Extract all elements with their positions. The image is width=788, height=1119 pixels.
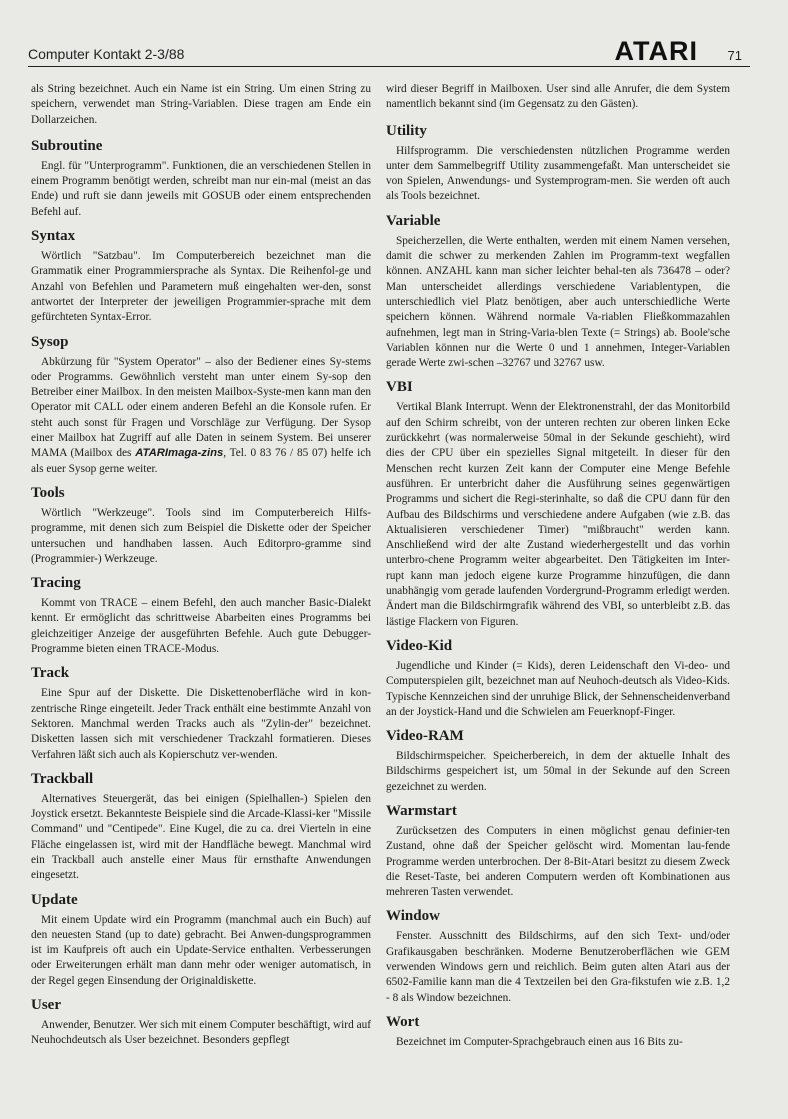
term-definition: Kommt von TRACE – einem Befehl, den auch mancher Basic-Dialekt kennt. Er ermöglicht das schrittweise Abarbeiten eines Programms bei gleichzeitiger Anzeige der ausgeführten Befehle. Auch gute Debugger-Programme bieten einen TRACE-Modus.	[31, 597, 371, 656]
term-heading: Sysop	[31, 333, 69, 350]
entry-update	[31, 891, 371, 989]
entry-wort	[386, 1013, 730, 1050]
right-column	[386, 82, 730, 1057]
continued-text: wird dieser Begriff in Mailboxen. User sind alle Anrufer, die dem System namentlich bekannt sind (im Gegensatz zu den Gästen).	[386, 83, 730, 111]
term-heading: Syntax	[31, 228, 76, 245]
term-heading: Variable	[386, 212, 441, 229]
continued-text: als String bezeichnet. Auch ein Name ist ein String. Um einen String zu speichern, verwendet man String-Variablen. Diese tragen am Ende ein Dollarzeichen.	[31, 83, 371, 126]
entry-variable	[386, 212, 730, 372]
term-definition: Zurücksetzen des Computers in einen möglichst genau definier-ten Zustand, ohne daß der Speicher gelöscht wird. Momentan lau-fende Programme werden unterbrochen. Der 8-Bit-Atari besitzt zu diesem Zweck die Reset-Taste, bei anderen Computern werden oft Kombinationen aus mehreren Tasten verwendet.	[386, 824, 730, 899]
term-heading: Update	[31, 891, 78, 908]
entry-vbi	[386, 378, 730, 629]
term-definition: Vertikal Blank Interrupt. Wenn der Elektronenstrahl, der das Monitorbild auf den Schirm schreibt, von der unteren rechten zur oberen linken Ecke zurückkehrt (was normalerweise 50mal in der Sekunde geschieht), wird dies der CPU über ein spezielles Signal mitgeteilt. In dieser für den Menschen recht kurzen Zeit kann der Computer eine Menge Befehle ausführen. Er unterbricht daher die Ausführung seines gegenwärtigen Programms und sichert die Regi-sterinhalte, so daß die CPU dann für den Aufbau des Bildschirms und verschiedene andere Aufgaben (wie z.B. das Aktualisieren verschiedener Timer) "mißbraucht" werden kann. Anschließend wird der alte Zustand wiederhergestellt und das vorhin unterbro-chene Programm weiter abgearbeitet. Den Tätigkeiten im Inter-rupt kann man jedoch eigene kurze Programme hinzufügen, die dann unabhängig vom gerade laufenden Vordergrund-Programm erledigt werden. Ändert man die Bildschirmgrafik während des VBI, so unterbleibt z.B. das lästige Flackern von Figuren.	[386, 401, 730, 628]
term-definition: Jugendliche und Kinder (= Kids), deren Leidenschaft den Vi-deo- und Computerspielen gilt, bezeichnet man auf Neuhoch-deutsch als Video-Kids. Typische Kennzeichen sind der unruhige Blick, der Sehnenscheidenverband an der Joystick-Hand und die Schwielen am Feuerknopf-Finger.	[386, 659, 730, 718]
page-header	[28, 36, 750, 67]
term-heading: Tools	[31, 484, 65, 501]
term-heading: Warmstart	[386, 802, 457, 819]
term-heading: VBI	[386, 379, 413, 396]
definition-text: Abkürzung für "System Operator" – also der Bediener eines Sy-stems oder Programms. Gewöhnlich versteht man unter einem Sy-sop den Betreiber einer Mailbox. In den meisten Mailbox-Syste-men kann man den Operator mit CALL oder einem anderen Befehl an die Konsole rufen. Er steht auch sonst für Fragen und Vorschläge zur Verfügung. Der Sysop einer Mailbox hat Zugriff auf alle Daten in seinem System. Bei unserer MAMA (Mailbox des	[31, 355, 371, 460]
entry-sysop	[31, 333, 371, 477]
term-heading: Subroutine	[31, 137, 103, 154]
term-definition: Wörtlich "Werkzeuge". Tools sind im Computerbereich Hilfs-programme, mit denen sich zum Beispiel die Diskette oder der Speicher untersuchen und handhaben lassen. Auch Editorpro-gramme sind (Programmier-) Werkzeuge.	[31, 506, 371, 565]
magazine-brand-name: ATARImaga-zins	[135, 447, 224, 460]
term-heading: Tracing	[31, 575, 81, 592]
term-definition: Bezeichnet im Computer-Sprachgebrauch einen aus 16 Bits zu-	[396, 1035, 683, 1048]
term-definition: Fenster. Ausschnitt des Bildschirms, auf den sich Text- und/oder Grafikausgaben beschränken. Moderne Benutzeroberflächen wie GEM verwenden Windows gern und reichlich. Beim guten alten Atari aus der 6502-Familie kann man die 4 Textzeilen bei den Gra-fikstufen wie z.B. 1,2 - 8 als Window bezeichnen.	[386, 930, 730, 1004]
entry-tracing	[31, 574, 371, 657]
entry-utility	[386, 122, 730, 205]
brand-logo: ATARI	[614, 36, 698, 66]
entry-track	[31, 664, 371, 762]
term-heading: Track	[31, 665, 70, 682]
page-number: 71	[727, 48, 742, 63]
entry-user	[31, 996, 371, 1049]
definition-text-continued: , Tel. 0 83 76 / 85 07) helfe ich als euer Sysop gerne weiter.	[31, 447, 371, 475]
term-definition: Wörtlich "Satzbau". Im Computerbereich bezeichnet man die Grammatik einer Programmiersprache als Syntax. Die Reihenfol-ge und Anzahl von Befehlen und Parametern muß eingehalten wer-den, sonst antwortet der Interpreter der jeweiligen Programmier-sprache mit dem gefürchteten Syntax-Error.	[31, 250, 371, 324]
entry-video-kid	[386, 637, 730, 720]
term-heading: User	[31, 997, 61, 1014]
entry-video-ram	[386, 727, 730, 795]
entry-window	[386, 907, 730, 1005]
term-definition: Alternatives Steuergerät, das bei einigen (Spielhallen-) Spielen den Joystick ersetzt. Bekannteste Beispiele sind die Arcade-Klassi-ker "Missile Command" und "Centipede". Eine Kugel, die zu ca. drei Vierteln in eine Fläche eingelassen ist, wird mit der Handfläche bewegt. Manchmal wird ein Trackball auch anstelle einer Maus für ernsthafte Anwendungen eingesetzt.	[31, 792, 371, 882]
term-definition	[31, 355, 371, 477]
entry-syntax	[31, 227, 371, 325]
term-definition: Eine Spur auf der Diskette. Die Diskettenoberfläche wird in kon-zentrische Ringe eingeteilt. Jeder Track enthält eine bestimmte Anzahl von Sektoren. Manchmal werden Tracks auch als "Zylin-der" bezeichnet. Disketten lassen sich mit verschiedener Trackzahl formatieren. Dieses Verfahren läßt sich auch als Kopierschutz ver-wenden.	[31, 687, 371, 761]
term-heading: Window	[386, 908, 440, 925]
term-definition: Bildschirmspeicher. Speicherbereich, in dem der aktuelle Inhalt des Bildschirms gespeichert ist, um 50mal in der Sekunde auf den Screen gezeichnet zu werden.	[386, 750, 730, 793]
term-heading: Utility	[386, 122, 427, 139]
term-heading: Video-RAM	[386, 728, 464, 745]
term-definition: Engl. für "Unterprogramm". Funktionen, die an verschiedenen Stellen in einem Programm benötigt werden, schreibt man nur ein-mal (meist an das Ende) und ruft sie dann jeweils mit GOSUB oder einem entsprechenden Befehl auf.	[31, 159, 371, 218]
term-definition: Speicherzellen, die Werte enthalten, werden mit einem Namen versehen, damit die schwer zu merkenden Zahlen im Programm-text wegfallen können. ANZAHL kann man sicher leichter behal-ten als 736478 – oder? Man unterscheidet allerdings verschiedene Variablentypen, die unterschiedlich viel Platz benötigen, aber auch unterschiedliche Werte speichern können. Während normale Va-riablen Fließkommazahlen aufnehmen, legt man in String-Varia-blen Texte (= Strings) ab. Boole'sche Variablen können nur die Werte 0 und 1 annehmen, Integer-Variablen gerade Werte zwi-schen –32767 und 32767 usw.	[386, 234, 730, 370]
entry-warmstart	[386, 802, 730, 900]
term-heading: Trackball	[31, 770, 94, 787]
term-heading: Video-Kid	[386, 637, 453, 654]
term-heading: Wort	[386, 1013, 420, 1030]
left-column	[31, 82, 371, 1056]
term-definition: Hilfsprogramm. Die verschiedensten nützlichen Programme werden unter dem Sammelbegriff Utility zusammengefaßt. Man unterscheidet sie von Spielen, Anwendungs- und Systemprogram-men. Sie werden oft auch als Tools bezeichnet.	[386, 144, 730, 203]
term-definition: Mit einem Update wird ein Programm (manchmal auch ein Buch) auf den neuesten Stand (up to date) gebracht. Bei Anwen-dungsprogrammen ist im Kaufpreis oft auch ein Update-Service enthalten. Verbesserungen oder Erweiterungen erhält man dann mehr oder weniger automatisch, in der Regel gegen Einsendung der Originaldiskette.	[31, 913, 371, 987]
entry-tools	[31, 484, 371, 567]
term-definition: Anwender, Benutzer. Wer sich mit einem Computer beschäftigt, wird auf Neuhochdeutsch als User bezeichnet. Besonders gepflegt	[31, 1019, 371, 1047]
entry-trackball	[31, 770, 371, 884]
magazine-title: Computer Kontakt 2-3/88	[28, 46, 185, 62]
entry-subroutine	[31, 137, 371, 220]
